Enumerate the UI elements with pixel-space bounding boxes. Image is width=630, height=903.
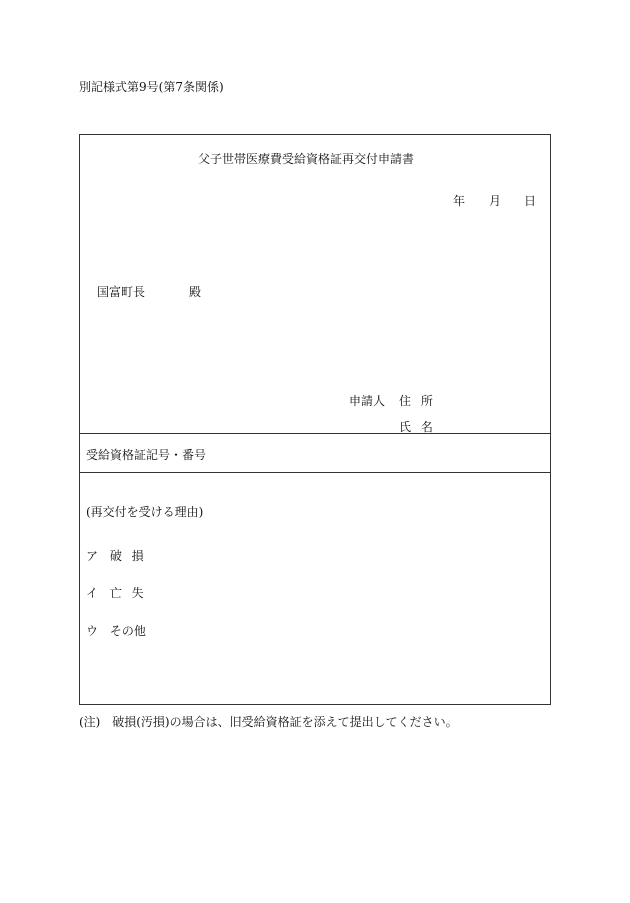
reason-marker: ウ — [86, 624, 99, 638]
date-day-label: 日 — [524, 194, 537, 208]
form-title: 父子世帯医療費受給資格証再交付申請書 — [198, 152, 415, 166]
note-marker: (注) — [79, 715, 101, 729]
reason-text: その他 — [109, 624, 146, 638]
reason-option-lost — [86, 586, 144, 600]
reason-text: 亡 失 — [109, 586, 144, 600]
date-year-label: 年 — [453, 194, 466, 208]
reason-option-other — [86, 624, 146, 638]
divider-bottom — [80, 472, 550, 473]
applicant-name-label: 氏 名 — [399, 420, 433, 434]
reason-heading: (再交付を受ける理由) — [86, 505, 204, 519]
form-label: 別記様式第9号(第7条関係) — [79, 80, 224, 94]
application-form — [79, 134, 551, 705]
reason-text: 破 損 — [109, 549, 144, 563]
divider-top — [80, 433, 550, 434]
note-text: 破損(汚損)の場合は、旧受給資格証を添えて提出してください。 — [112, 715, 458, 729]
footer-note — [79, 715, 458, 729]
reason-option-damage — [86, 549, 144, 563]
applicant-address-label: 住 所 — [399, 394, 433, 408]
certificate-number-label: 受給資格証記号・番号 — [86, 448, 207, 462]
reason-marker: イ — [86, 586, 99, 600]
addressee-honorific: 殿 — [189, 285, 202, 299]
applicant-label: 申請人 — [349, 394, 386, 408]
addressee-name: 国富町長 — [97, 285, 146, 299]
date-month-label: 月 — [489, 194, 502, 208]
reason-marker: ア — [86, 549, 99, 563]
